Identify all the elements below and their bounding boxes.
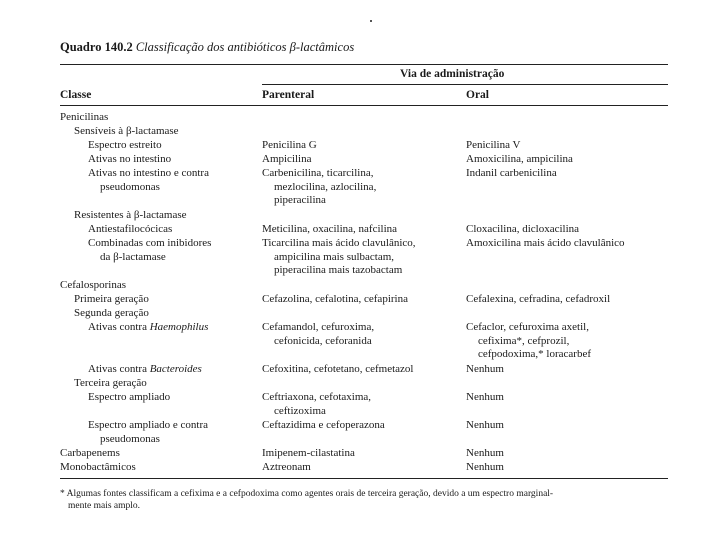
via-group-header: Via de administração — [400, 68, 505, 80]
parenteral-cell: piperacilina — [274, 194, 326, 206]
oral-cell: Indanil carbenicilina — [466, 167, 557, 179]
class-cell-continued: pseudomonas — [100, 432, 160, 445]
speck — [370, 20, 372, 22]
oral-cell: Nenhum — [466, 363, 504, 375]
oral-cell: Cefaclor, cefuroxima axetil, — [466, 321, 589, 333]
class-cell: Ativas no intestino e contra — [88, 167, 209, 179]
oral-cell: Nenhum — [466, 391, 504, 403]
parenteral-cell: Cefazolina, cefalotina, cefapirina — [262, 293, 408, 305]
class-cell: Espectro estreito — [88, 139, 162, 151]
footnote-line-2: mente mais amplo. — [68, 501, 141, 511]
class-label: Ativas contra — [88, 363, 147, 375]
organism-name: Haemophilus — [149, 321, 209, 333]
parenteral-cell: Cefamandol, cefuroxima, — [262, 321, 375, 333]
parenteral-cell: Meticilina, oxacilina, nafcilina — [262, 223, 398, 235]
oral-cell: Amoxicilina, ampicilina — [466, 153, 573, 165]
class-cell: Espectro ampliado e contra — [88, 419, 209, 431]
oral-cell: Nenhum — [466, 447, 504, 459]
class-cell: Antiestafilocócicas — [88, 223, 173, 235]
parenteral-cell: Ticarcilina mais ácido clavulânico, — [262, 237, 416, 249]
via-group-rule — [262, 84, 668, 85]
parenteral-cell: Ceftazidima e cefoperazona — [262, 419, 385, 431]
top-rule — [60, 64, 668, 65]
class-cell: Primeira geração — [74, 293, 149, 305]
col-header-class: Classe — [60, 89, 92, 101]
class-cell: Segunda geração — [74, 307, 149, 319]
oral-cell: Penicilina V — [466, 139, 521, 151]
organism-name: Bacteroides — [149, 363, 202, 375]
oral-cell: Nenhum — [466, 419, 504, 431]
footnote-line-1: * Algumas fontes classificam a cefixima e a cefpodoxima como agentes orais de terceira geração, devido a um espectro marginal- — [60, 489, 554, 499]
table-caption: Classificação dos antibióticos β-lactâmicos — [135, 40, 355, 54]
col-header-oral: Oral — [466, 89, 489, 101]
table-number: Quadro 140.2 — [60, 40, 133, 54]
oral-cell: Cloxacilina, dicloxacilina — [466, 223, 580, 235]
parenteral-cell: Ceftriaxona, cefotaxima, — [262, 391, 372, 403]
class-cell: Sensíveis à β-lactamase — [74, 125, 179, 137]
parenteral-cell: Aztreonam — [262, 461, 311, 473]
class-cell — [88, 363, 202, 376]
class-cell: Cefalosporinas — [60, 279, 126, 291]
parenteral-cell: ampicilina mais sulbactam, — [274, 250, 395, 263]
class-cell: Ativas no intestino — [88, 153, 172, 165]
class-cell: Resistentes à β-lactamase — [74, 209, 187, 221]
oral-cell: Amoxicilina mais ácido clavulânico — [466, 237, 625, 249]
oral-cell: Nenhum — [466, 461, 504, 473]
parenteral-cell: Carbenicilina, ticarcilina, — [262, 167, 374, 179]
class-cell — [88, 321, 208, 334]
bottom-rule — [60, 478, 668, 479]
class-cell: Espectro ampliado — [88, 391, 171, 403]
class-cell: Carbapenems — [60, 447, 120, 459]
class-cell: Penicilinas — [60, 111, 109, 123]
class-cell-continued: da β-lactamase — [100, 250, 166, 263]
header-rule — [60, 105, 668, 106]
table-title — [60, 40, 354, 55]
parenteral-cell: Ampicilina — [262, 153, 312, 165]
footnote — [60, 488, 680, 512]
parenteral-cell: Penicilina G — [262, 139, 317, 151]
parenteral-cell: mezlocilina, azlocilina, — [274, 180, 377, 193]
class-cell: Terceira geração — [74, 377, 147, 389]
class-cell: Combinadas com inibidores — [88, 237, 212, 249]
class-cell: Monobactâmicos — [60, 461, 136, 473]
oral-cell: cefixima*, cefprozil, — [478, 334, 570, 347]
class-label: Ativas contra — [88, 321, 147, 333]
oral-cell: cefpodoxima,* loracarbef — [478, 348, 591, 360]
parenteral-cell: cefonicida, ceforanida — [274, 334, 372, 347]
parenteral-cell: ceftizoxima — [274, 404, 326, 417]
oral-cell: Cefalexina, cefradina, cefadroxil — [466, 293, 611, 305]
parenteral-cell: piperacilina mais tazobactam — [274, 264, 403, 276]
class-cell-continued: pseudomonas — [100, 180, 160, 193]
col-header-parenteral: Parenteral — [262, 89, 315, 101]
parenteral-cell: Cefoxitina, cefotetano, cefmetazol — [262, 363, 414, 375]
parenteral-cell: Imipenem-cilastatina — [262, 447, 355, 459]
